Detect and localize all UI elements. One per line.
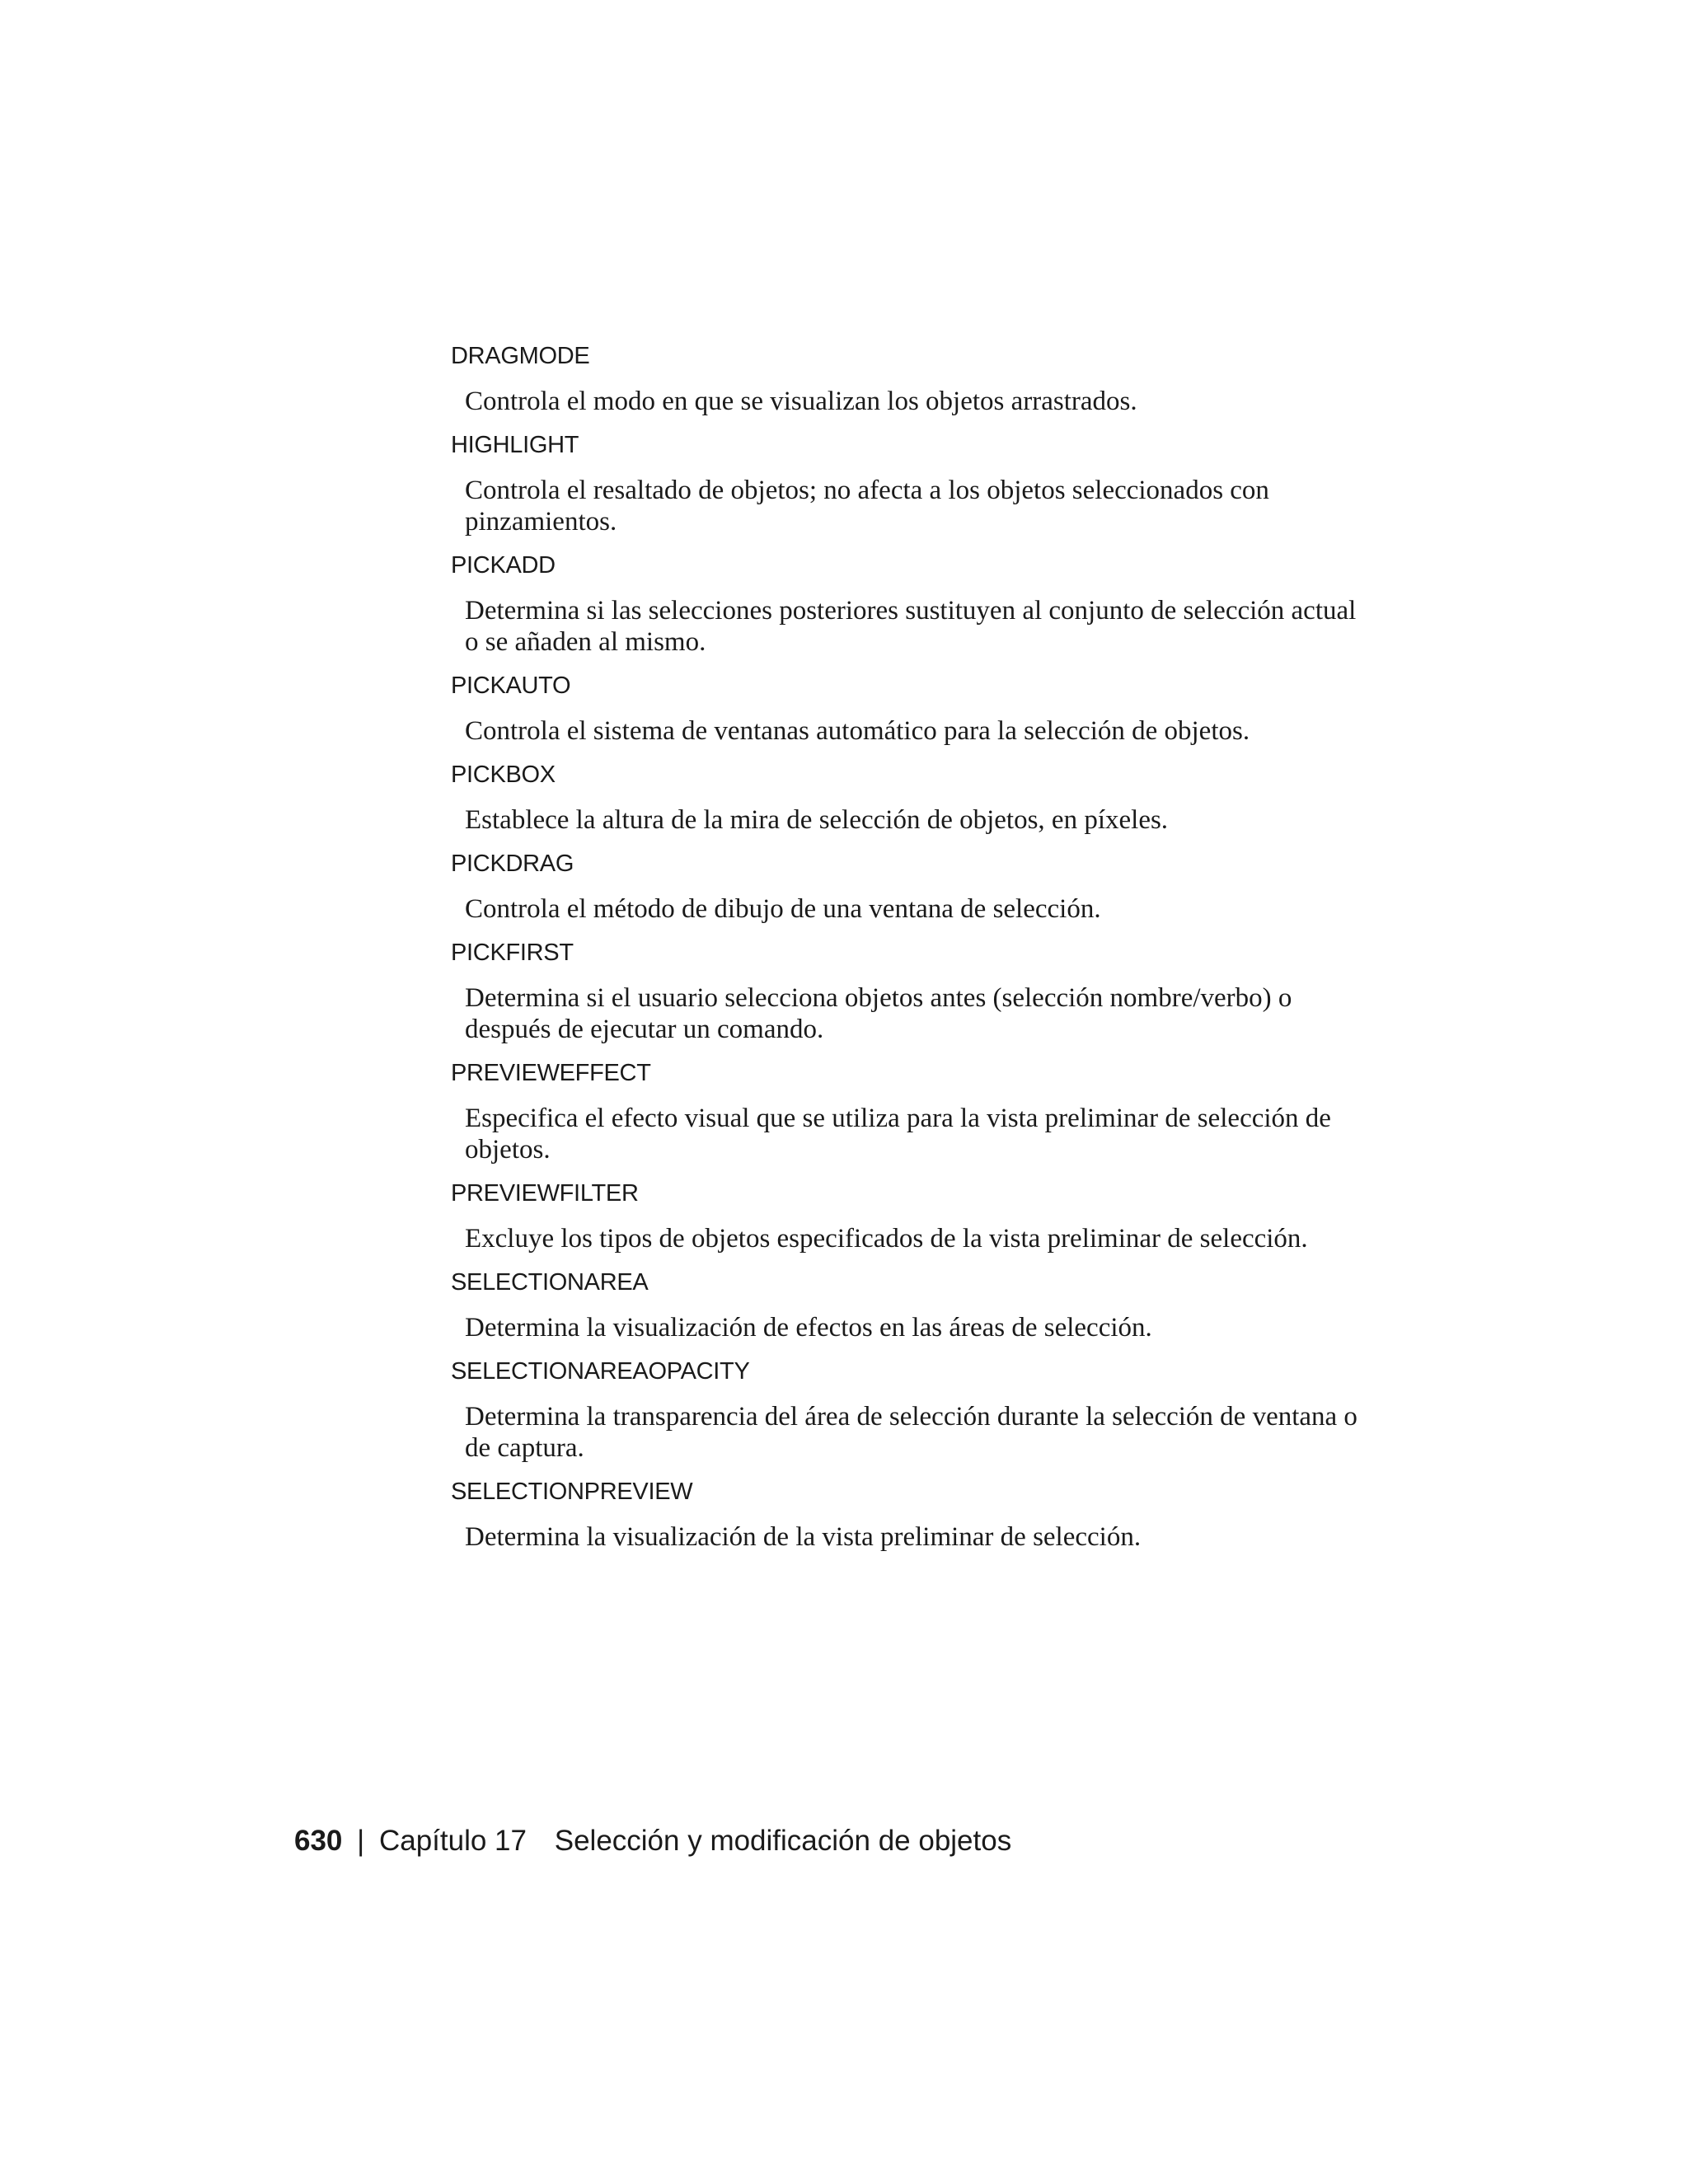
chapter-label: Capítulo 17	[378, 1825, 527, 1857]
footer-separator: |	[357, 1825, 365, 1857]
list-item	[451, 758, 1357, 836]
list-item	[451, 1266, 1357, 1343]
list-item	[451, 847, 1357, 925]
list-item	[451, 669, 1357, 747]
list-item	[451, 1177, 1357, 1254]
variable-name: SELECTIONAREAOPACITY	[451, 1358, 750, 1385]
variable-description: Excluye los tipos de objetos especificados de la vista preliminar de selección.	[465, 1224, 1308, 1254]
variable-name: PREVIEWFILTER	[451, 1180, 639, 1207]
variable-name: PICKADD	[451, 552, 556, 579]
variable-name: PICKBOX	[451, 762, 556, 788]
variable-description: Determina si el usuario selecciona objetos antes (selección nombre/verbo) o después de ejecutar un comando.	[465, 983, 1292, 1044]
list-item	[451, 549, 1357, 658]
list-item	[451, 340, 1357, 417]
variable-description: Especifica el efecto visual que se utiliza para la vista preliminar de selección de objetos.	[465, 1104, 1331, 1165]
list-item	[451, 429, 1357, 537]
variable-description: Determina si las selecciones posteriores sustituyen al conjunto de selección actual o se añaden al mismo.	[465, 596, 1357, 657]
list-item	[451, 1355, 1357, 1464]
page-footer	[294, 1823, 1011, 1859]
variable-name: HIGHLIGHT	[451, 432, 579, 458]
variable-name: PREVIEWEFFECT	[451, 1060, 651, 1086]
variable-description: Controla el sistema de ventanas automático para la selección de objetos.	[465, 716, 1250, 746]
variable-description: Establece la altura de la mira de selección de objetos, en píxeles.	[465, 805, 1169, 835]
chapter-title: Selección y modificación de objetos	[554, 1825, 1012, 1857]
variable-description: Determina la transparencia del área de selección durante la selección de ventana o de captura.	[465, 1402, 1357, 1463]
variable-description: Determina la visualización de efectos en las áreas de selección.	[465, 1313, 1152, 1343]
variable-name: SELECTIONPREVIEW	[451, 1479, 693, 1505]
variable-name: SELECTIONAREA	[451, 1269, 649, 1296]
variable-name: PICKDRAG	[451, 851, 574, 877]
variable-description: Controla el modo en que se visualizan los objetos arrastrados.	[465, 387, 1137, 416]
variable-description: Controla el resaltado de objetos; no afecta a los objetos seleccionados con pinzamientos.	[465, 476, 1269, 537]
variable-description: Controla el método de dibujo de una ventana de selección.	[465, 894, 1101, 924]
variable-name: PICKAUTO	[451, 673, 571, 699]
list-item	[451, 936, 1357, 1045]
list-item	[451, 1475, 1357, 1553]
page-number: 630	[294, 1825, 343, 1857]
variable-name: PICKFIRST	[451, 940, 574, 966]
variable-list	[451, 340, 1357, 1564]
variable-description: Determina la visualización de la vista preliminar de selección.	[465, 1522, 1142, 1552]
variable-name: DRAGMODE	[451, 343, 590, 369]
list-item	[451, 1057, 1357, 1165]
